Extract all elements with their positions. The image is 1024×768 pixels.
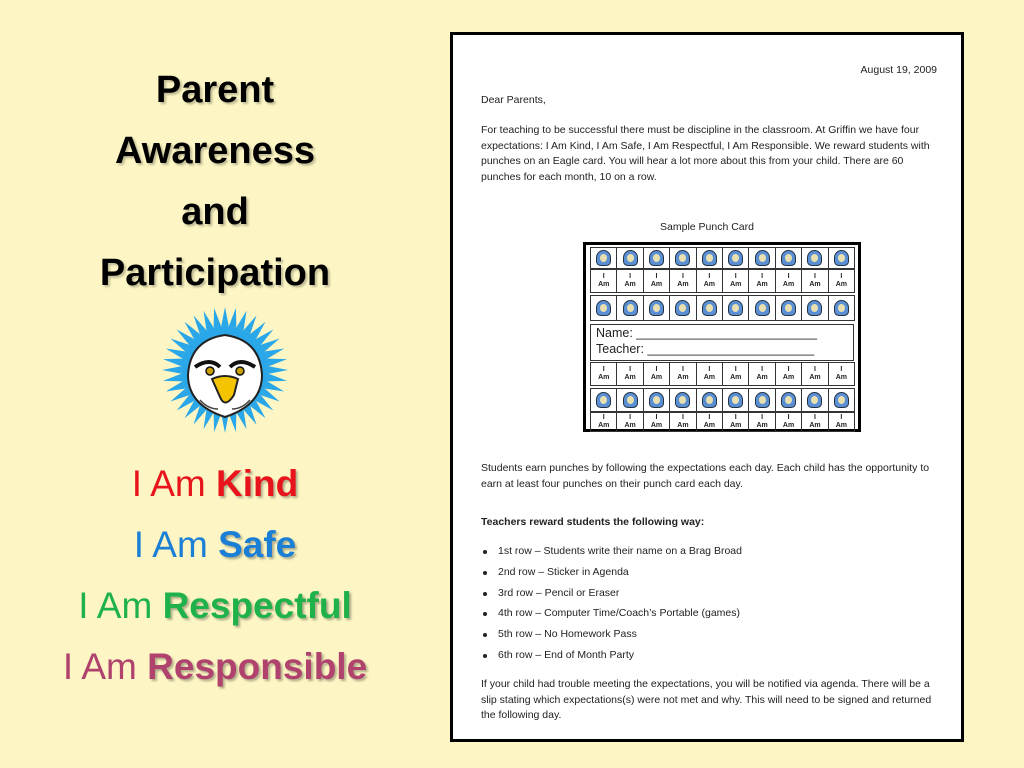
cell-text-bottom: Am xyxy=(703,281,715,288)
punch-cell xyxy=(828,362,855,386)
cell-text-bottom: Am xyxy=(598,422,610,429)
cell-text-top: I xyxy=(761,273,764,280)
punch-cell xyxy=(590,412,617,432)
eagle-badge-icon xyxy=(728,300,743,316)
punch-cell xyxy=(801,412,828,432)
cell-text-top: I xyxy=(602,273,605,280)
eagle-badge-icon xyxy=(675,300,690,316)
motto-prefix: I Am xyxy=(62,646,148,687)
cell-text-top: I xyxy=(787,414,790,421)
cell-text-bottom: Am xyxy=(756,374,768,381)
cell-text-top: I xyxy=(655,414,658,421)
punch-cell xyxy=(669,412,696,432)
punch-card-name-box xyxy=(590,324,854,361)
eagle-badge-icon xyxy=(781,392,796,408)
punch-cell xyxy=(775,388,802,412)
punch-cell xyxy=(775,269,802,293)
letter-date: August 19, 2009 xyxy=(860,64,937,76)
eagle-badge-icon xyxy=(834,392,849,408)
punch-cell xyxy=(748,247,775,269)
cell-text-bottom: Am xyxy=(730,422,742,429)
slide-title xyxy=(40,60,390,304)
cell-text-top: I xyxy=(787,366,790,373)
cell-text-top: I xyxy=(602,414,605,421)
rewards-item: 6th row – End of Month Party xyxy=(481,648,742,669)
parent-letter xyxy=(450,32,964,742)
punch-cell xyxy=(616,362,643,386)
punch-cell xyxy=(748,295,775,321)
cell-text-top: I xyxy=(734,414,737,421)
rewards-item: 2nd row – Sticker in Agenda xyxy=(481,565,742,586)
eagle-badge-icon xyxy=(649,392,664,408)
cell-text-top: I xyxy=(602,366,605,373)
eagle-badge-icon xyxy=(596,300,611,316)
eagle-badge-icon xyxy=(755,300,770,316)
cell-text-bottom: Am xyxy=(624,422,636,429)
punch-cell xyxy=(590,388,617,412)
punch-cell xyxy=(828,269,855,293)
cell-text-top: I xyxy=(655,273,658,280)
eagle-badge-icon xyxy=(807,250,822,266)
cell-text-top: I xyxy=(681,414,684,421)
punch-cell xyxy=(616,269,643,293)
motto-word: Respectful xyxy=(162,585,352,626)
punch-cell xyxy=(696,412,723,432)
punch-row xyxy=(590,362,854,386)
punch-cell xyxy=(696,269,723,293)
cell-text-bottom: Am xyxy=(782,374,795,381)
motto-responsible xyxy=(0,636,430,697)
eagle-badge-icon xyxy=(702,250,717,266)
punch-cell xyxy=(775,362,802,386)
punch-cell xyxy=(801,269,828,293)
eagle-badge-icon xyxy=(702,300,717,316)
punch-cell xyxy=(616,412,643,432)
cell-text-bottom: Am xyxy=(756,422,768,429)
title-line: and xyxy=(181,191,249,233)
cell-text-top: I xyxy=(629,414,632,421)
eagle-mascot-icon xyxy=(160,305,290,435)
teacher-label: Teacher: ________________________ xyxy=(596,342,815,356)
punch-cell xyxy=(801,247,828,269)
cell-text-bottom: Am xyxy=(782,281,795,288)
punch-cell xyxy=(801,388,828,412)
eagle-badge-icon xyxy=(728,250,743,266)
motto-kind xyxy=(0,453,430,514)
motto-word: Responsible xyxy=(147,646,368,687)
punch-cell xyxy=(643,295,670,321)
punch-cell xyxy=(669,269,696,293)
eagle-badge-icon xyxy=(755,250,770,266)
cell-text-top: I xyxy=(840,273,843,280)
punch-cell xyxy=(801,295,828,321)
punch-card xyxy=(583,242,861,432)
punch-cell xyxy=(722,269,749,293)
punch-row xyxy=(590,247,854,269)
letter-paragraph-notification: If your child had trouble meeting the expectations, you will be notified via agenda. There will be a slip stating which expectations(s) were not met and why. This will need to be signed and returned the following day. xyxy=(481,678,932,721)
cell-text-top: I xyxy=(681,273,684,280)
motto-word: Safe xyxy=(218,524,297,565)
motto-prefix: I Am xyxy=(131,463,217,504)
cell-text-top: I xyxy=(708,273,711,280)
cell-text-top: I xyxy=(813,366,816,373)
motto-list xyxy=(0,453,430,697)
cell-text-top: I xyxy=(629,366,632,373)
cell-text-top: I xyxy=(681,366,684,373)
cell-text-bottom: Am xyxy=(650,422,663,429)
cell-text-top: I xyxy=(840,366,843,373)
title-line: Awareness xyxy=(115,130,315,172)
motto-safe xyxy=(0,514,430,575)
punch-cell xyxy=(722,412,749,432)
punch-cell xyxy=(643,388,670,412)
cell-text-bottom: Am xyxy=(677,281,689,288)
eagle-badge-icon xyxy=(728,392,743,408)
rewards-item: 4th row – Computer Time/Coach’s Portable (games) xyxy=(481,606,742,627)
punch-cell xyxy=(616,388,643,412)
cell-text-bottom: Am xyxy=(677,422,689,429)
name-label: Name: __________________________ xyxy=(596,326,818,340)
punch-cell xyxy=(590,362,617,386)
punch-cell xyxy=(696,295,723,321)
eagle-badge-icon xyxy=(623,392,638,408)
cell-text-bottom: Am xyxy=(703,374,715,381)
cell-text-bottom: Am xyxy=(650,281,663,288)
punch-cell xyxy=(643,362,670,386)
punch-cell xyxy=(722,247,749,269)
title-line: Participation xyxy=(99,252,331,294)
cell-text-bottom: Am xyxy=(650,374,663,381)
eagle-badge-icon xyxy=(834,250,849,266)
eagle-badge-icon xyxy=(675,250,690,266)
punch-cell xyxy=(643,247,670,269)
punch-cell xyxy=(748,412,775,432)
cell-text-top: I xyxy=(813,273,816,280)
eagle-badge-icon xyxy=(781,300,796,316)
punch-cell xyxy=(696,247,723,269)
punch-row xyxy=(590,388,854,412)
letter-salutation: Dear Parents, xyxy=(481,94,546,106)
punch-cell xyxy=(669,295,696,321)
cell-text-top: I xyxy=(629,273,632,280)
eagle-badge-icon xyxy=(649,300,664,316)
punch-cell xyxy=(669,362,696,386)
eagle-badge-icon xyxy=(834,300,849,316)
cell-text-top: I xyxy=(734,273,737,280)
punch-cell xyxy=(828,247,855,269)
cell-text-top: I xyxy=(813,414,816,421)
cell-text-top: I xyxy=(761,366,764,373)
punch-cell xyxy=(590,269,617,293)
rewards-item: 3rd row – Pencil or Eraser xyxy=(481,586,742,607)
cell-text-bottom: Am xyxy=(598,281,610,288)
punch-cell xyxy=(643,269,670,293)
punch-cell xyxy=(775,247,802,269)
rewards-item: 5th row – No Homework Pass xyxy=(481,627,742,648)
motto-prefix: I Am xyxy=(78,585,163,626)
eagle-badge-icon xyxy=(596,250,611,266)
punch-cell xyxy=(775,295,802,321)
eagle-badge-icon xyxy=(702,392,717,408)
punch-card-caption: Sample Punch Card xyxy=(660,221,754,233)
punch-cell xyxy=(828,388,855,412)
punch-cell xyxy=(828,412,855,432)
punch-cell xyxy=(722,362,749,386)
punch-cell xyxy=(722,388,749,412)
cell-text-top: I xyxy=(761,414,764,421)
letter-paragraph-expectations: Students earn punches by following the expectations each day. Each child has the opportunity to earn at least four punches on their punch card each day. xyxy=(481,462,930,490)
punch-cell xyxy=(722,295,749,321)
punch-cell xyxy=(828,295,855,321)
eagle-badge-icon xyxy=(623,250,638,266)
cell-text-top: I xyxy=(708,366,711,373)
eagle-badge-icon xyxy=(675,392,690,408)
cell-text-top: I xyxy=(840,414,843,421)
punch-cell xyxy=(801,362,828,386)
cell-text-top: I xyxy=(734,366,737,373)
rewards-list xyxy=(481,544,742,669)
motto-word: Kind xyxy=(216,463,299,504)
eagle-badge-icon xyxy=(596,392,611,408)
punch-cell xyxy=(748,362,775,386)
punch-cell xyxy=(590,295,617,321)
letter-intro: For teaching to be successful there must be discipline in the classroom. At Griffin we have four expectations: I Am Kind, I Am Safe, I Am Respectful, I Am Responsible. We reward students with punches on an Eagle card. You will hear a lot more about this from your child. There are 60 punches for each month, 10 on a row. xyxy=(481,124,930,183)
eagle-badge-icon xyxy=(781,250,796,266)
cell-text-bottom: Am xyxy=(809,374,821,381)
punch-cell xyxy=(616,247,643,269)
cell-text-top: I xyxy=(708,414,711,421)
eagle-badge-icon xyxy=(623,300,638,316)
punch-cell xyxy=(669,388,696,412)
cell-text-top: I xyxy=(787,273,790,280)
cell-text-bottom: Am xyxy=(703,422,715,429)
cell-text-bottom: Am xyxy=(809,422,821,429)
cell-text-bottom: Am xyxy=(730,374,742,381)
eagle-badge-icon xyxy=(807,300,822,316)
punch-cell xyxy=(748,388,775,412)
punch-cell xyxy=(669,247,696,269)
motto-prefix: I Am xyxy=(133,524,219,565)
punch-cell xyxy=(696,362,723,386)
eagle-badge-icon xyxy=(649,250,664,266)
cell-text-bottom: Am xyxy=(835,374,847,381)
punch-cell xyxy=(590,247,617,269)
cell-text-bottom: Am xyxy=(677,374,689,381)
punch-row xyxy=(590,295,854,321)
eagle-badge-icon xyxy=(807,392,822,408)
title-line: Parent xyxy=(155,69,275,111)
cell-text-bottom: Am xyxy=(730,281,742,288)
cell-text-bottom: Am xyxy=(809,281,821,288)
punch-cell xyxy=(775,412,802,432)
cell-text-bottom: Am xyxy=(835,422,847,429)
cell-text-bottom: Am xyxy=(835,281,847,288)
motto-respectful xyxy=(0,575,430,636)
rewards-item: 1st row – Students write their name on a Brag Broad xyxy=(481,544,742,565)
rewards-heading: Teachers reward students the following way: xyxy=(481,516,705,528)
cell-text-bottom: Am xyxy=(598,374,610,381)
cell-text-bottom: Am xyxy=(624,374,636,381)
punch-row xyxy=(590,412,854,432)
punch-row xyxy=(590,269,854,293)
punch-cell xyxy=(616,295,643,321)
cell-text-top: I xyxy=(655,366,658,373)
eagle-badge-icon xyxy=(755,392,770,408)
punch-cell xyxy=(643,412,670,432)
cell-text-bottom: Am xyxy=(782,422,795,429)
punch-cell xyxy=(748,269,775,293)
cell-text-bottom: Am xyxy=(756,281,768,288)
cell-text-bottom: Am xyxy=(624,281,636,288)
punch-cell xyxy=(696,388,723,412)
